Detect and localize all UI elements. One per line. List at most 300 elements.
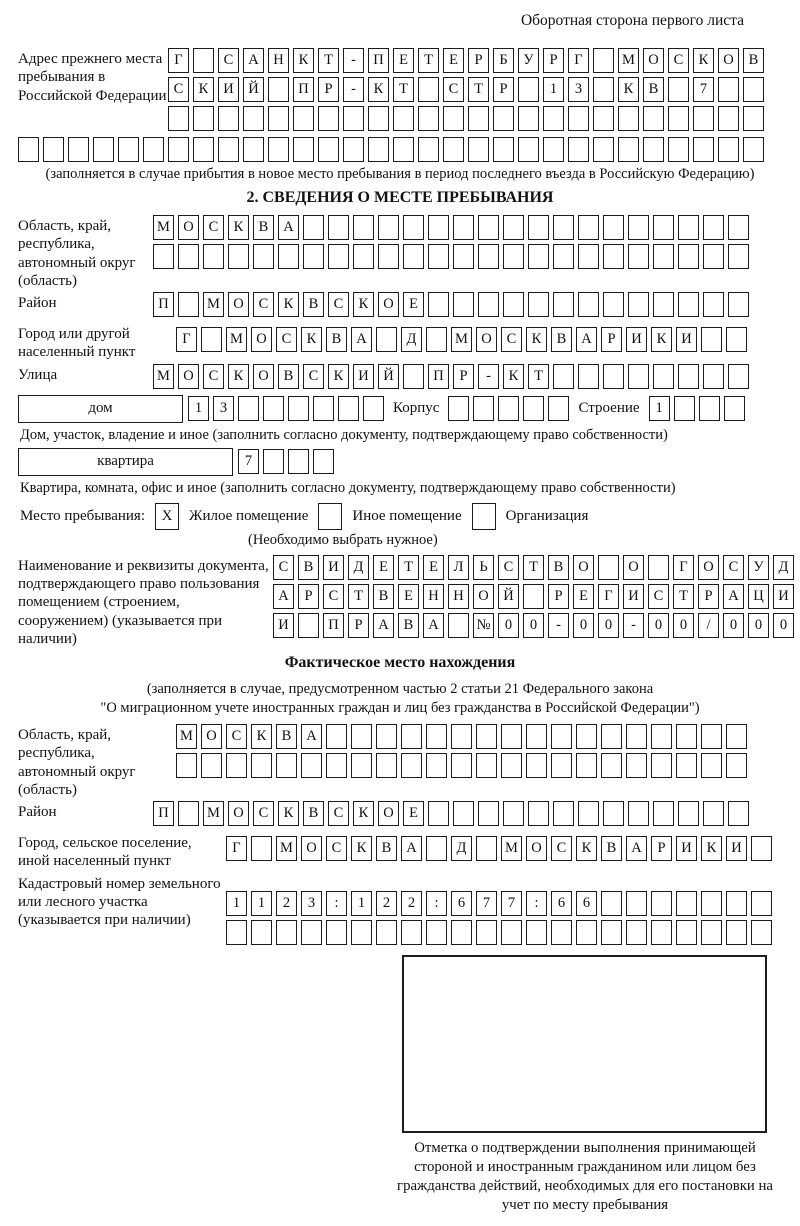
char-cell[interactable]: В xyxy=(326,327,347,352)
char-cell[interactable] xyxy=(451,753,472,778)
char-cell[interactable] xyxy=(701,920,722,945)
char-cell[interactable] xyxy=(653,364,674,389)
char-cell[interactable] xyxy=(578,292,599,317)
char-cell[interactable]: И xyxy=(773,584,794,609)
char-cell[interactable]: С xyxy=(443,77,464,102)
char-cell[interactable]: А xyxy=(301,724,322,749)
char-cell[interactable]: Р xyxy=(348,613,369,638)
char-cell[interactable]: Й xyxy=(243,77,264,102)
char-cell[interactable] xyxy=(751,891,772,916)
char-cell[interactable] xyxy=(578,244,599,269)
char-cell[interactable]: П xyxy=(428,364,449,389)
char-cell[interactable] xyxy=(378,244,399,269)
char-cell[interactable]: Г xyxy=(226,836,247,861)
char-cell[interactable] xyxy=(448,613,469,638)
char-cell[interactable]: В xyxy=(276,724,297,749)
char-cell[interactable] xyxy=(201,753,222,778)
char-cell[interactable]: Н xyxy=(448,584,469,609)
char-cell[interactable] xyxy=(278,244,299,269)
char-cell[interactable] xyxy=(193,106,214,131)
char-cell[interactable]: Д xyxy=(348,555,369,580)
char-cell[interactable]: В xyxy=(253,215,274,240)
char-cell[interactable] xyxy=(726,724,747,749)
char-cell[interactable] xyxy=(226,753,247,778)
char-cell[interactable] xyxy=(453,292,474,317)
char-cell[interactable] xyxy=(478,244,499,269)
char-cell[interactable]: О xyxy=(526,836,547,861)
char-cell[interactable]: Р xyxy=(548,584,569,609)
char-cell[interactable] xyxy=(678,244,699,269)
char-cell[interactable] xyxy=(601,891,622,916)
char-cell[interactable] xyxy=(293,137,314,162)
char-cell[interactable] xyxy=(603,364,624,389)
char-cell[interactable] xyxy=(376,753,397,778)
char-cell[interactable] xyxy=(728,801,749,826)
char-cell[interactable]: К xyxy=(503,364,524,389)
char-cell[interactable]: С xyxy=(253,801,274,826)
char-cell[interactable]: Р xyxy=(651,836,672,861)
char-cell[interactable] xyxy=(728,215,749,240)
char-cell[interactable] xyxy=(453,244,474,269)
char-cell[interactable]: 0 xyxy=(523,613,544,638)
char-cell[interactable] xyxy=(668,77,689,102)
char-cell[interactable]: - xyxy=(548,613,569,638)
char-cell[interactable]: М xyxy=(618,48,639,73)
char-cell[interactable]: М xyxy=(501,836,522,861)
char-cell[interactable]: М xyxy=(153,215,174,240)
char-cell[interactable]: Г xyxy=(176,327,197,352)
char-cell[interactable] xyxy=(218,106,239,131)
char-cell[interactable] xyxy=(426,753,447,778)
char-cell[interactable] xyxy=(426,836,447,861)
char-cell[interactable] xyxy=(648,555,669,580)
char-cell[interactable] xyxy=(701,327,722,352)
char-cell[interactable] xyxy=(703,292,724,317)
char-cell[interactable] xyxy=(578,801,599,826)
char-cell[interactable] xyxy=(288,449,309,474)
char-cell[interactable] xyxy=(548,396,569,421)
char-cell[interactable] xyxy=(728,292,749,317)
char-cell[interactable] xyxy=(501,920,522,945)
char-cell[interactable] xyxy=(268,77,289,102)
char-cell[interactable]: С xyxy=(218,48,239,73)
char-cell[interactable]: К xyxy=(368,77,389,102)
char-cell[interactable] xyxy=(276,753,297,778)
char-cell[interactable]: К xyxy=(693,48,714,73)
char-cell[interactable]: : xyxy=(326,891,347,916)
char-cell[interactable]: С xyxy=(203,215,224,240)
char-cell[interactable] xyxy=(243,106,264,131)
char-cell[interactable] xyxy=(543,137,564,162)
char-cell[interactable] xyxy=(351,920,372,945)
char-cell[interactable] xyxy=(568,137,589,162)
char-cell[interactable] xyxy=(498,396,519,421)
char-cell[interactable] xyxy=(351,753,372,778)
char-cell[interactable]: 1 xyxy=(226,891,247,916)
char-cell[interactable]: В xyxy=(376,836,397,861)
char-cell[interactable]: - xyxy=(623,613,644,638)
char-cell[interactable] xyxy=(576,724,597,749)
char-cell[interactable] xyxy=(743,77,764,102)
char-cell[interactable] xyxy=(118,137,139,162)
char-cell[interactable]: М xyxy=(451,327,472,352)
char-cell[interactable]: А xyxy=(576,327,597,352)
char-cell[interactable] xyxy=(178,292,199,317)
char-cell[interactable]: О xyxy=(228,801,249,826)
char-cell[interactable] xyxy=(268,137,289,162)
char-cell[interactable] xyxy=(178,244,199,269)
char-cell[interactable] xyxy=(303,244,324,269)
char-cell[interactable]: В xyxy=(303,292,324,317)
char-cell[interactable] xyxy=(301,753,322,778)
char-cell[interactable] xyxy=(543,106,564,131)
char-cell[interactable]: И xyxy=(676,836,697,861)
char-cell[interactable] xyxy=(528,801,549,826)
char-cell[interactable] xyxy=(528,244,549,269)
char-cell[interactable]: Ц xyxy=(748,584,769,609)
char-cell[interactable] xyxy=(603,801,624,826)
char-cell[interactable]: 1 xyxy=(351,891,372,916)
char-cell[interactable]: / xyxy=(698,613,719,638)
char-cell[interactable] xyxy=(251,753,272,778)
char-cell[interactable]: С xyxy=(323,584,344,609)
char-cell[interactable]: У xyxy=(518,48,539,73)
char-cell[interactable] xyxy=(476,724,497,749)
char-cell[interactable] xyxy=(426,920,447,945)
char-cell[interactable]: П xyxy=(153,801,174,826)
char-cell[interactable] xyxy=(618,137,639,162)
char-cell[interactable]: В xyxy=(373,584,394,609)
char-cell[interactable] xyxy=(301,920,322,945)
char-cell[interactable]: 2 xyxy=(376,891,397,916)
char-cell[interactable] xyxy=(168,137,189,162)
char-cell[interactable] xyxy=(251,836,272,861)
char-cell[interactable] xyxy=(326,920,347,945)
char-cell[interactable]: А xyxy=(401,836,422,861)
char-cell[interactable]: Р xyxy=(601,327,622,352)
char-cell[interactable] xyxy=(68,137,89,162)
char-cell[interactable] xyxy=(701,891,722,916)
char-cell[interactable]: И xyxy=(218,77,239,102)
char-cell[interactable] xyxy=(343,137,364,162)
char-cell[interactable] xyxy=(703,801,724,826)
char-cell[interactable] xyxy=(351,724,372,749)
char-cell[interactable] xyxy=(473,396,494,421)
char-cell[interactable]: О xyxy=(378,292,399,317)
char-cell[interactable] xyxy=(253,244,274,269)
char-cell[interactable] xyxy=(326,753,347,778)
char-cell[interactable] xyxy=(676,724,697,749)
char-cell[interactable] xyxy=(276,920,297,945)
char-cell[interactable]: В xyxy=(298,555,319,580)
char-cell[interactable]: Р xyxy=(543,48,564,73)
char-cell[interactable] xyxy=(176,753,197,778)
char-cell[interactable] xyxy=(343,106,364,131)
char-cell[interactable]: Е xyxy=(443,48,464,73)
char-cell[interactable] xyxy=(193,48,214,73)
char-cell[interactable]: В xyxy=(743,48,764,73)
char-cell[interactable] xyxy=(263,449,284,474)
char-cell[interactable]: Й xyxy=(498,584,519,609)
char-cell[interactable] xyxy=(303,215,324,240)
char-cell[interactable] xyxy=(626,920,647,945)
char-cell[interactable]: С xyxy=(276,327,297,352)
char-cell[interactable] xyxy=(703,244,724,269)
char-cell[interactable] xyxy=(724,396,745,421)
char-cell[interactable]: Т xyxy=(468,77,489,102)
char-cell[interactable] xyxy=(678,292,699,317)
char-cell[interactable]: Е xyxy=(393,48,414,73)
char-cell[interactable] xyxy=(476,836,497,861)
char-cell[interactable] xyxy=(726,891,747,916)
char-cell[interactable]: К xyxy=(301,327,322,352)
char-cell[interactable] xyxy=(393,106,414,131)
char-cell[interactable]: 0 xyxy=(598,613,619,638)
char-cell[interactable]: К xyxy=(353,292,374,317)
char-cell[interactable] xyxy=(678,215,699,240)
char-cell[interactable]: В xyxy=(601,836,622,861)
char-cell[interactable] xyxy=(576,753,597,778)
char-cell[interactable] xyxy=(478,801,499,826)
char-cell[interactable]: И xyxy=(323,555,344,580)
char-cell[interactable]: 0 xyxy=(673,613,694,638)
char-cell[interactable] xyxy=(578,364,599,389)
char-cell[interactable]: В xyxy=(548,555,569,580)
char-cell[interactable]: О xyxy=(476,327,497,352)
char-cell[interactable]: А xyxy=(278,215,299,240)
char-cell[interactable] xyxy=(493,137,514,162)
char-cell[interactable] xyxy=(468,137,489,162)
char-cell[interactable]: С xyxy=(226,724,247,749)
char-cell[interactable] xyxy=(401,753,422,778)
char-cell[interactable] xyxy=(526,753,547,778)
char-cell[interactable] xyxy=(603,215,624,240)
char-cell[interactable]: К xyxy=(526,327,547,352)
char-cell[interactable]: 0 xyxy=(648,613,669,638)
char-cell[interactable] xyxy=(353,244,374,269)
char-cell[interactable]: Н xyxy=(268,48,289,73)
char-cell[interactable] xyxy=(376,724,397,749)
char-cell[interactable] xyxy=(503,215,524,240)
char-cell[interactable]: И xyxy=(626,327,647,352)
char-cell[interactable] xyxy=(676,891,697,916)
char-cell[interactable] xyxy=(298,613,319,638)
char-cell[interactable]: 2 xyxy=(401,891,422,916)
char-cell[interactable]: К xyxy=(228,215,249,240)
char-cell[interactable] xyxy=(338,396,359,421)
char-cell[interactable] xyxy=(251,920,272,945)
char-cell[interactable]: : xyxy=(526,891,547,916)
char-cell[interactable] xyxy=(368,106,389,131)
char-cell[interactable]: 2 xyxy=(276,891,297,916)
char-cell[interactable]: Т xyxy=(418,48,439,73)
char-cell[interactable] xyxy=(288,396,309,421)
char-cell[interactable] xyxy=(478,215,499,240)
char-cell[interactable] xyxy=(643,106,664,131)
char-cell[interactable] xyxy=(593,137,614,162)
char-cell[interactable] xyxy=(503,244,524,269)
char-cell[interactable] xyxy=(201,327,222,352)
char-cell[interactable]: К xyxy=(278,292,299,317)
char-cell[interactable] xyxy=(153,244,174,269)
char-cell[interactable] xyxy=(238,396,259,421)
char-cell[interactable]: Р xyxy=(298,584,319,609)
char-cell[interactable] xyxy=(593,106,614,131)
char-cell[interactable] xyxy=(551,920,572,945)
char-cell[interactable]: В xyxy=(398,613,419,638)
char-cell[interactable]: 7 xyxy=(238,449,259,474)
char-cell[interactable] xyxy=(718,137,739,162)
char-cell[interactable]: О xyxy=(473,584,494,609)
char-cell[interactable]: 0 xyxy=(498,613,519,638)
char-cell[interactable]: 0 xyxy=(748,613,769,638)
char-cell[interactable]: 0 xyxy=(723,613,744,638)
char-cell[interactable]: С xyxy=(551,836,572,861)
char-cell[interactable] xyxy=(193,137,214,162)
char-cell[interactable] xyxy=(626,724,647,749)
char-cell[interactable] xyxy=(674,396,695,421)
char-cell[interactable]: 0 xyxy=(773,613,794,638)
char-cell[interactable] xyxy=(743,106,764,131)
char-cell[interactable] xyxy=(403,244,424,269)
char-cell[interactable] xyxy=(728,244,749,269)
char-cell[interactable]: А xyxy=(423,613,444,638)
char-cell[interactable]: 1 xyxy=(649,396,670,421)
char-cell[interactable] xyxy=(693,106,714,131)
char-cell[interactable] xyxy=(553,364,574,389)
char-cell[interactable]: О xyxy=(573,555,594,580)
char-cell[interactable] xyxy=(628,364,649,389)
char-cell[interactable]: А xyxy=(243,48,264,73)
char-cell[interactable]: К xyxy=(618,77,639,102)
char-cell[interactable]: М xyxy=(153,364,174,389)
char-cell[interactable] xyxy=(453,215,474,240)
char-cell[interactable]: Е xyxy=(403,292,424,317)
char-cell[interactable] xyxy=(603,244,624,269)
char-cell[interactable]: Т xyxy=(348,584,369,609)
char-cell[interactable]: 6 xyxy=(576,891,597,916)
char-cell[interactable]: К xyxy=(193,77,214,102)
char-cell[interactable]: О xyxy=(253,364,274,389)
char-cell[interactable] xyxy=(576,920,597,945)
char-cell[interactable]: С xyxy=(273,555,294,580)
char-cell[interactable] xyxy=(701,724,722,749)
char-cell[interactable]: Л xyxy=(448,555,469,580)
char-cell[interactable] xyxy=(703,215,724,240)
char-cell[interactable]: Т xyxy=(528,364,549,389)
char-cell[interactable]: В xyxy=(278,364,299,389)
char-cell[interactable] xyxy=(551,724,572,749)
char-cell[interactable]: Е xyxy=(573,584,594,609)
char-cell[interactable]: С xyxy=(668,48,689,73)
char-cell[interactable] xyxy=(443,106,464,131)
char-cell[interactable]: 1 xyxy=(188,396,209,421)
char-cell[interactable] xyxy=(478,292,499,317)
char-cell[interactable] xyxy=(451,724,472,749)
char-cell[interactable]: Д xyxy=(451,836,472,861)
char-cell[interactable]: 7 xyxy=(476,891,497,916)
char-cell[interactable] xyxy=(553,801,574,826)
char-cell[interactable] xyxy=(668,106,689,131)
char-cell[interactable] xyxy=(628,801,649,826)
char-cell[interactable] xyxy=(553,292,574,317)
char-cell[interactable] xyxy=(426,327,447,352)
char-cell[interactable]: К xyxy=(328,364,349,389)
char-cell[interactable] xyxy=(518,77,539,102)
char-cell[interactable] xyxy=(268,106,289,131)
char-cell[interactable] xyxy=(401,724,422,749)
char-cell[interactable]: Д xyxy=(773,555,794,580)
char-cell[interactable]: И xyxy=(623,584,644,609)
char-cell[interactable]: К xyxy=(351,836,372,861)
char-cell[interactable]: С xyxy=(501,327,522,352)
char-cell[interactable]: Й xyxy=(378,364,399,389)
char-cell[interactable] xyxy=(653,215,674,240)
char-cell[interactable]: Р xyxy=(493,77,514,102)
char-cell[interactable] xyxy=(313,396,334,421)
char-cell[interactable] xyxy=(701,753,722,778)
char-cell[interactable]: П xyxy=(323,613,344,638)
char-cell[interactable] xyxy=(403,215,424,240)
char-cell[interactable] xyxy=(553,244,574,269)
char-cell[interactable] xyxy=(318,106,339,131)
char-cell[interactable]: Д xyxy=(401,327,422,352)
char-cell[interactable]: А xyxy=(723,584,744,609)
char-cell[interactable] xyxy=(451,920,472,945)
char-cell[interactable]: № xyxy=(473,613,494,638)
char-cell[interactable]: С xyxy=(648,584,669,609)
char-cell[interactable] xyxy=(18,137,39,162)
char-cell[interactable] xyxy=(178,801,199,826)
char-cell[interactable] xyxy=(403,364,424,389)
char-cell[interactable]: П xyxy=(153,292,174,317)
char-cell[interactable]: Н xyxy=(423,584,444,609)
char-cell[interactable]: О xyxy=(718,48,739,73)
char-cell[interactable]: Т xyxy=(318,48,339,73)
char-cell[interactable] xyxy=(418,106,439,131)
char-cell[interactable]: О xyxy=(228,292,249,317)
char-cell[interactable]: О xyxy=(251,327,272,352)
char-cell[interactable]: А xyxy=(351,327,372,352)
char-cell[interactable]: В xyxy=(551,327,572,352)
char-cell[interactable]: Р xyxy=(318,77,339,102)
char-cell[interactable] xyxy=(578,215,599,240)
char-cell[interactable]: - xyxy=(478,364,499,389)
char-cell[interactable] xyxy=(726,920,747,945)
char-cell[interactable] xyxy=(653,801,674,826)
char-cell[interactable] xyxy=(368,137,389,162)
char-cell[interactable]: 3 xyxy=(213,396,234,421)
char-cell[interactable] xyxy=(363,396,384,421)
char-cell[interactable] xyxy=(528,215,549,240)
char-cell[interactable]: 7 xyxy=(693,77,714,102)
char-cell[interactable] xyxy=(528,292,549,317)
char-cell[interactable] xyxy=(626,753,647,778)
char-cell[interactable] xyxy=(263,396,284,421)
char-cell[interactable]: О xyxy=(301,836,322,861)
char-cell[interactable]: 0 xyxy=(573,613,594,638)
char-cell[interactable]: О xyxy=(643,48,664,73)
checkbox-residential[interactable] xyxy=(155,503,179,530)
char-cell[interactable] xyxy=(43,137,64,162)
char-cell[interactable]: : xyxy=(426,891,447,916)
char-cell[interactable] xyxy=(93,137,114,162)
char-cell[interactable]: М xyxy=(203,292,224,317)
char-cell[interactable]: С xyxy=(328,801,349,826)
char-cell[interactable] xyxy=(651,920,672,945)
char-cell[interactable] xyxy=(651,724,672,749)
char-cell[interactable] xyxy=(143,137,164,162)
